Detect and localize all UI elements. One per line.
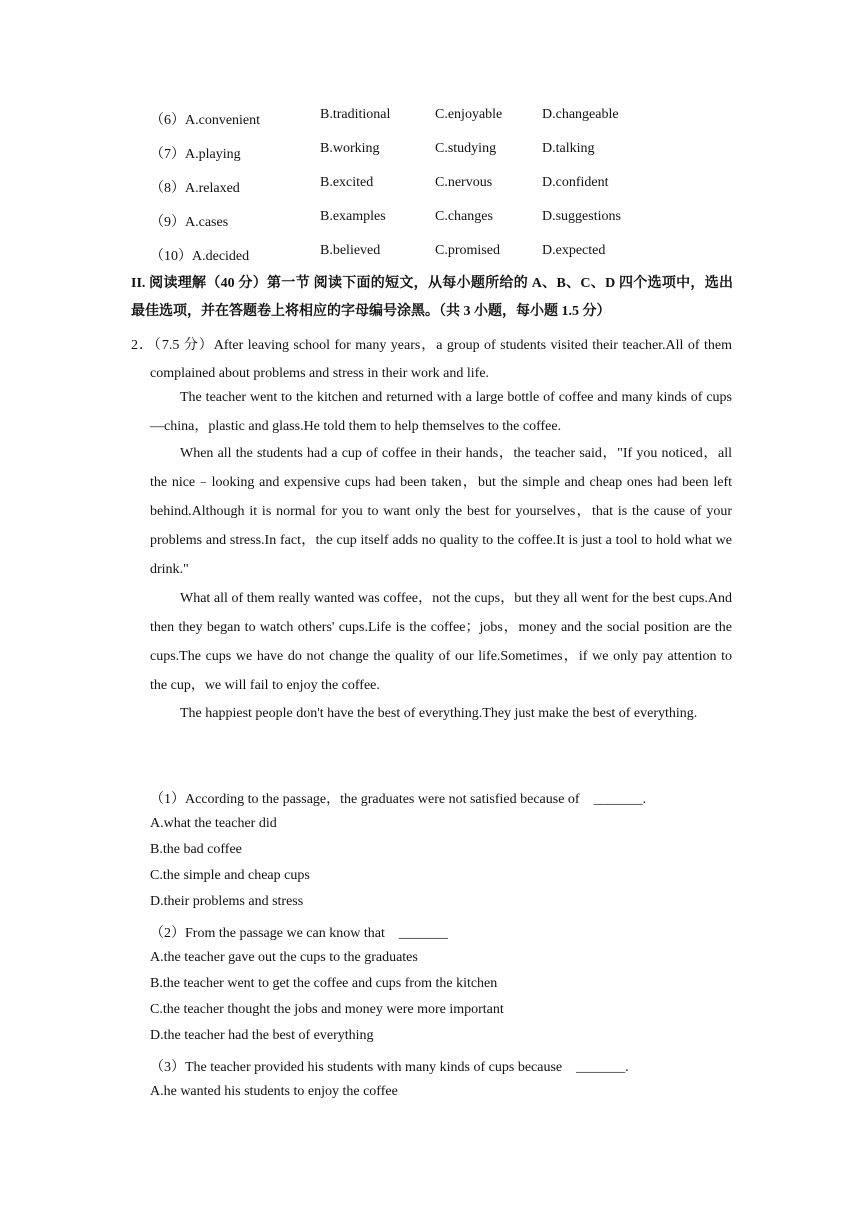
section-title: II. 阅读理解（40 分）第一节 阅读下面的短文，从每小题所给的 A、B、C、D 四个选项中，选出最佳选项，并在答题卷上将相应的字母编号涂黑。（共 3 小题，每小题 1.5 分） [131,276,733,319]
option-c: C.changes [435,209,493,224]
option-c: C.enjoyable [435,107,503,122]
passage-paragraph-3: When all the students had a cup of coffee in their hands，the teacher said，"If you noticed，all the nice﹣looking and expensive cups had been taken，but the simple and cheap ones had been left behind.Although it is normal for you to want only the best for yourselves，that is the cause of your problems and stress.In fact，the cup itself adds no quality to the coffee.It is just a tool to hold what we drink." [150,446,732,577]
answer-blank: _______. [593,792,647,807]
option-a: （6）A.convenient [150,113,261,128]
option-d: D.changeable [542,107,619,122]
option-a: （10）A.decided [150,249,250,264]
option-b: B.examples [320,209,386,224]
passage-paragraph-4: What all of them really wanted was coffee，not the cups，but they all went for the best cups.And then they began to watch others' cups.Life is the coffee；jobs，money and the social position are the cups.The cups we have do not change the quality of our life.Sometimes，if we only pay attention to the cup，we will fail to enjoy the coffee. [150,591,732,693]
question-number: 2．（7.5 分） [131,338,214,353]
question-stem: （3）The teacher provided his students with many kinds of cups because [150,1060,563,1075]
option-c: C.studying [435,141,497,156]
choice-d: D.their problems and stress [150,894,304,909]
answer-blank: _______ [398,926,448,941]
choice-b: B.the bad coffee [150,842,242,857]
choice-d: D.the teacher had the best of everything [150,1028,374,1043]
sub-question-1 [150,788,646,808]
passage-paragraph-5: The happiest people don't have the best of everything.They just make the best of everything. [180,706,698,721]
sub-question-2 [150,922,448,942]
question-stem: （1）According to the passage，the graduates were not satisfied because of [150,792,580,807]
option-a: （7）A.playing [150,147,241,162]
passage-paragraph-2: The teacher went to the kitchen and returned with a large bottle of coffee and many kinds of cups—china，plastic and glass.He told them to help themselves to the coffee. [150,390,732,434]
option-d: D.confident [542,175,609,190]
option-d: D.expected [542,243,606,258]
option-a: （8）A.relaxed [150,181,240,196]
choice-b: B.the teacher went to get the coffee and cups from the kitchen [150,976,498,991]
answer-blank: _______. [576,1060,629,1075]
sub-question-3 [150,1056,629,1076]
option-d: D.talking [542,141,595,156]
option-b: B.believed [320,243,381,258]
choice-a: A.he wanted his students to enjoy the coffee [150,1084,398,1099]
option-c: C.promised [435,243,500,258]
option-a: （9）A.cases [150,215,229,230]
question-intro [131,332,732,388]
option-d: D.suggestions [542,209,621,224]
choice-c: C.the teacher thought the jobs and money were more important [150,1002,504,1017]
question-stem: （2）From the passage we can know that [150,926,385,941]
choice-c: C.the simple and cheap cups [150,868,310,883]
choice-a: A.what the teacher did [150,816,277,831]
option-b: B.traditional [320,107,391,122]
option-b: B.working [320,141,380,156]
choice-a: A.the teacher gave out the cups to the graduates [150,950,418,965]
option-b: B.excited [320,175,374,190]
passage-paragraph-1: After leaving school for many years，a group of students visited their teacher.All of them complained about problems and stress in their work and life. [150,338,733,381]
option-c: C.nervous [435,175,493,190]
